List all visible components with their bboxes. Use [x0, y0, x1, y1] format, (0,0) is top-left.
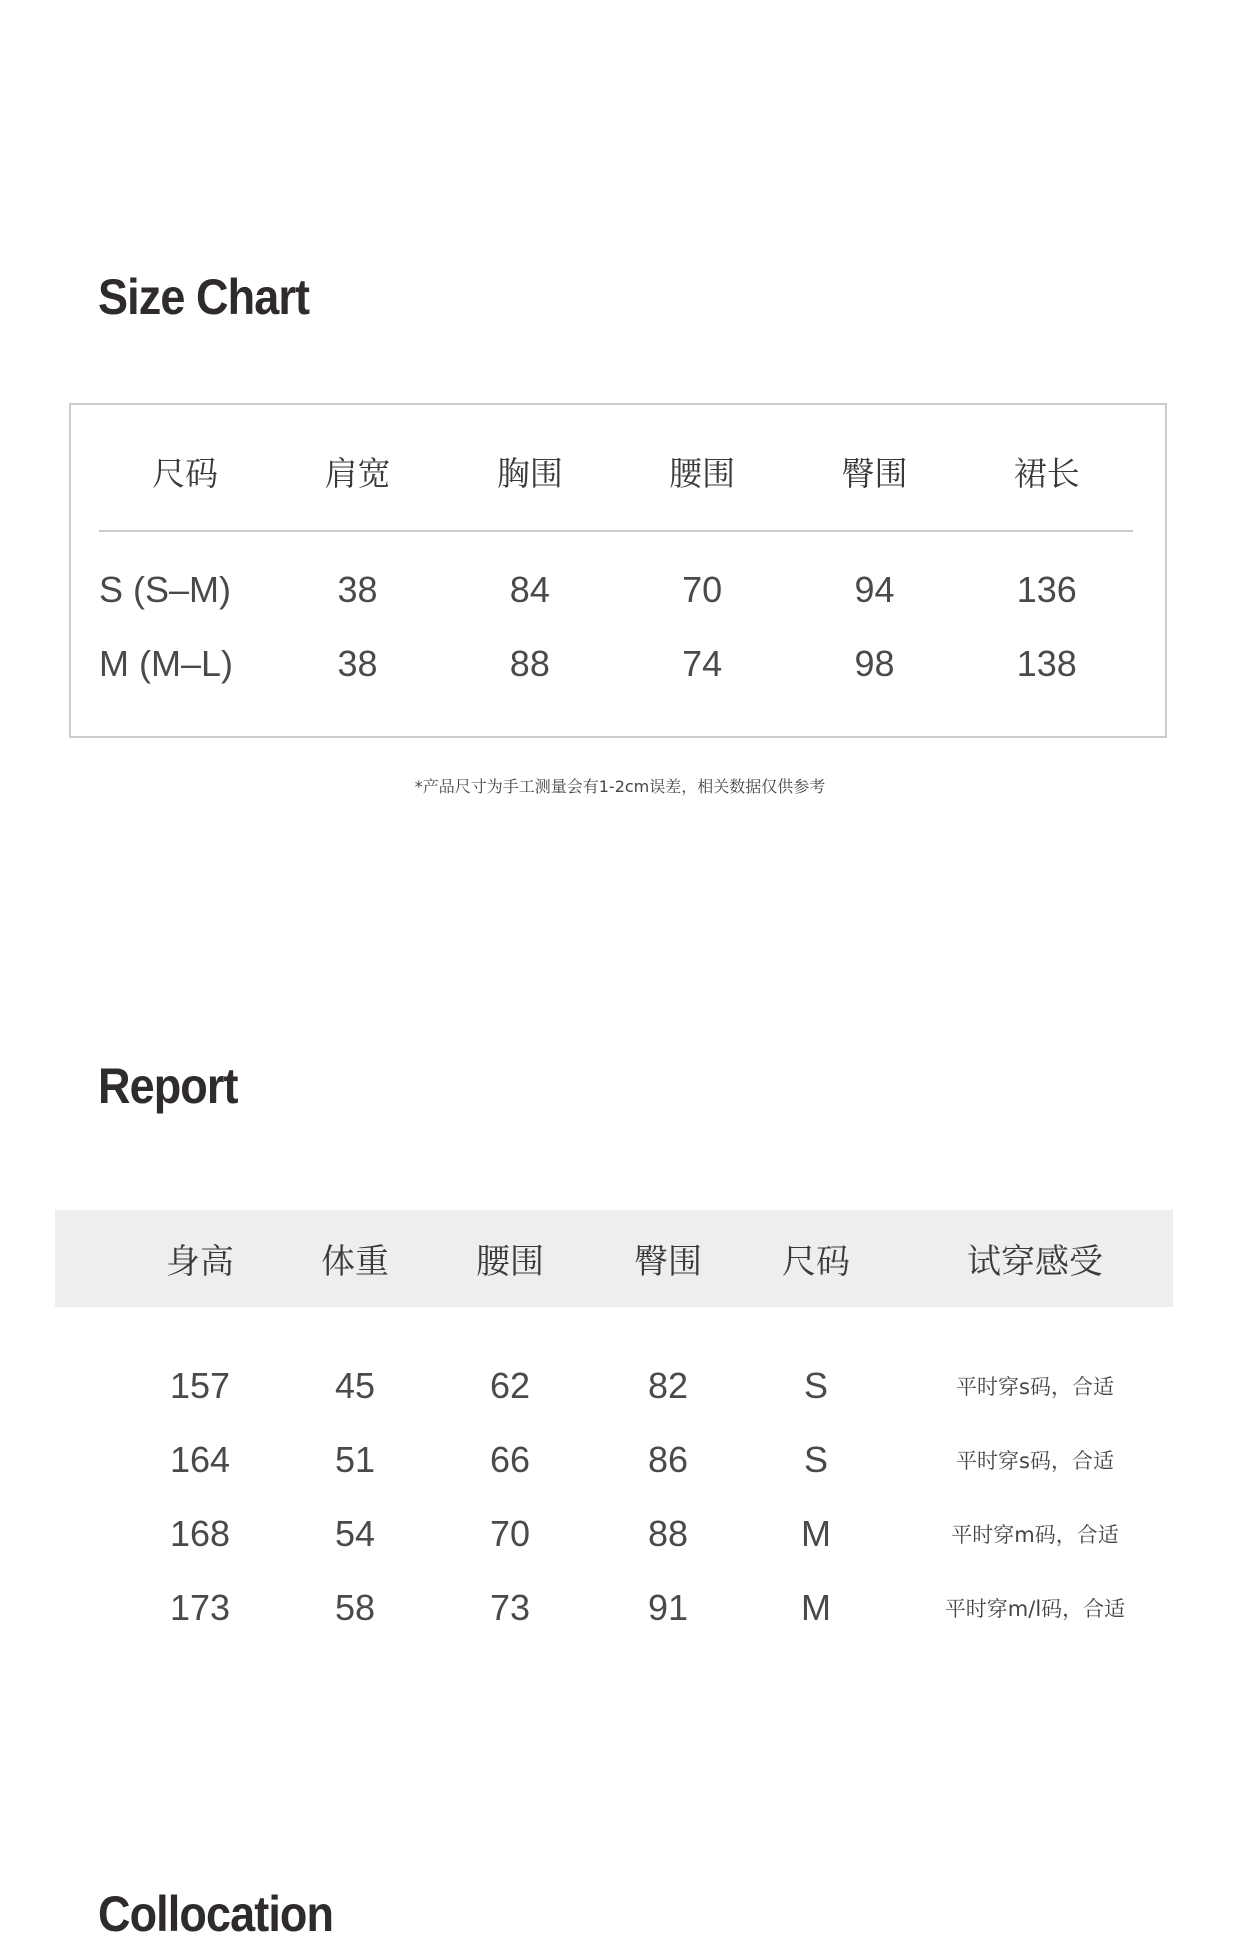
size-chart-header-row — [99, 405, 1133, 532]
report-header-cell: 臀围 — [634, 1242, 702, 1282]
report-header-row — [55, 1210, 1173, 1307]
size-chart-cell: 88 — [509, 643, 550, 684]
report-cell: M — [801, 1513, 831, 1554]
size-chart-table — [69, 403, 1167, 738]
report-cell: 73 — [489, 1587, 531, 1628]
report-header-cell: 身高 — [166, 1242, 234, 1282]
report-header-cell: 腰围 — [476, 1242, 544, 1282]
size-chart-cell: 74 — [682, 643, 723, 684]
report-cell: 62 — [489, 1365, 531, 1406]
size-chart-cell: 70 — [682, 569, 723, 610]
size-chart-header-cell: 裙长 — [1013, 454, 1080, 493]
report-header-cell: 体重 — [321, 1242, 389, 1282]
size-chart-cell: 38 — [337, 643, 378, 684]
size-chart-cell: 98 — [854, 643, 895, 684]
report-feel-cell: 平时穿m码，合适 — [951, 1523, 1119, 1547]
report-row — [55, 1423, 1173, 1497]
report-cell: 45 — [334, 1365, 376, 1406]
report-cell: 86 — [647, 1439, 689, 1480]
size-chart-cell: M (M–L) — [99, 643, 233, 684]
report-feel-cell: 平时穿m/l码，合适 — [944, 1597, 1126, 1621]
size-chart-cell: 84 — [509, 569, 550, 610]
report-cell: 91 — [647, 1587, 689, 1628]
report-cell: 70 — [489, 1513, 531, 1554]
report-cell: 51 — [334, 1439, 376, 1480]
report-cell: 82 — [647, 1365, 689, 1406]
report-feel-cell: 平时穿s码，合适 — [956, 1449, 1114, 1473]
size-chart-cell: S (S–M) — [99, 569, 232, 610]
measurement-note: *产品尺寸为手工测量会有1-2cm误差，相关数据仅供参考 — [414, 777, 826, 796]
report-row — [55, 1571, 1173, 1645]
size-chart-header-cell: 胸围 — [496, 454, 563, 493]
size-chart-header-cell: 尺码 — [152, 454, 219, 493]
size-chart-header-cell: 腰围 — [669, 454, 736, 493]
report-cell: S — [803, 1439, 828, 1480]
report-header-cell: 尺码 — [782, 1242, 850, 1282]
size-chart-header-cell: 臀围 — [841, 454, 908, 493]
report-cell: 58 — [334, 1587, 376, 1628]
report-cell: S — [803, 1365, 828, 1406]
size-chart-cell: 38 — [337, 569, 378, 610]
size-chart-row — [99, 627, 1133, 701]
report-cell: 66 — [489, 1439, 531, 1480]
report-cell: 164 — [169, 1439, 231, 1480]
report-cell: 54 — [334, 1513, 376, 1554]
report-title: Report — [98, 1058, 238, 1114]
size-chart-title: Size Chart — [98, 269, 310, 325]
report-header-cell: 试穿感受 — [967, 1242, 1103, 1282]
size-chart-cell: 136 — [1016, 569, 1077, 610]
collocation-title: Collocation — [98, 1886, 334, 1942]
report-row — [55, 1497, 1173, 1571]
size-chart-cell: 138 — [1016, 643, 1077, 684]
report-cell: 173 — [169, 1587, 231, 1628]
size-chart-cell: 94 — [854, 569, 895, 610]
report-feel-cell: 平时穿s码，合适 — [956, 1375, 1114, 1399]
report-row — [55, 1349, 1173, 1423]
size-chart-row — [99, 553, 1133, 627]
size-chart-header-cell: 肩宽 — [324, 454, 391, 493]
report-cell: M — [801, 1587, 831, 1628]
report-cell: 88 — [647, 1513, 689, 1554]
report-cell: 168 — [169, 1513, 231, 1554]
report-cell: 157 — [169, 1365, 231, 1406]
